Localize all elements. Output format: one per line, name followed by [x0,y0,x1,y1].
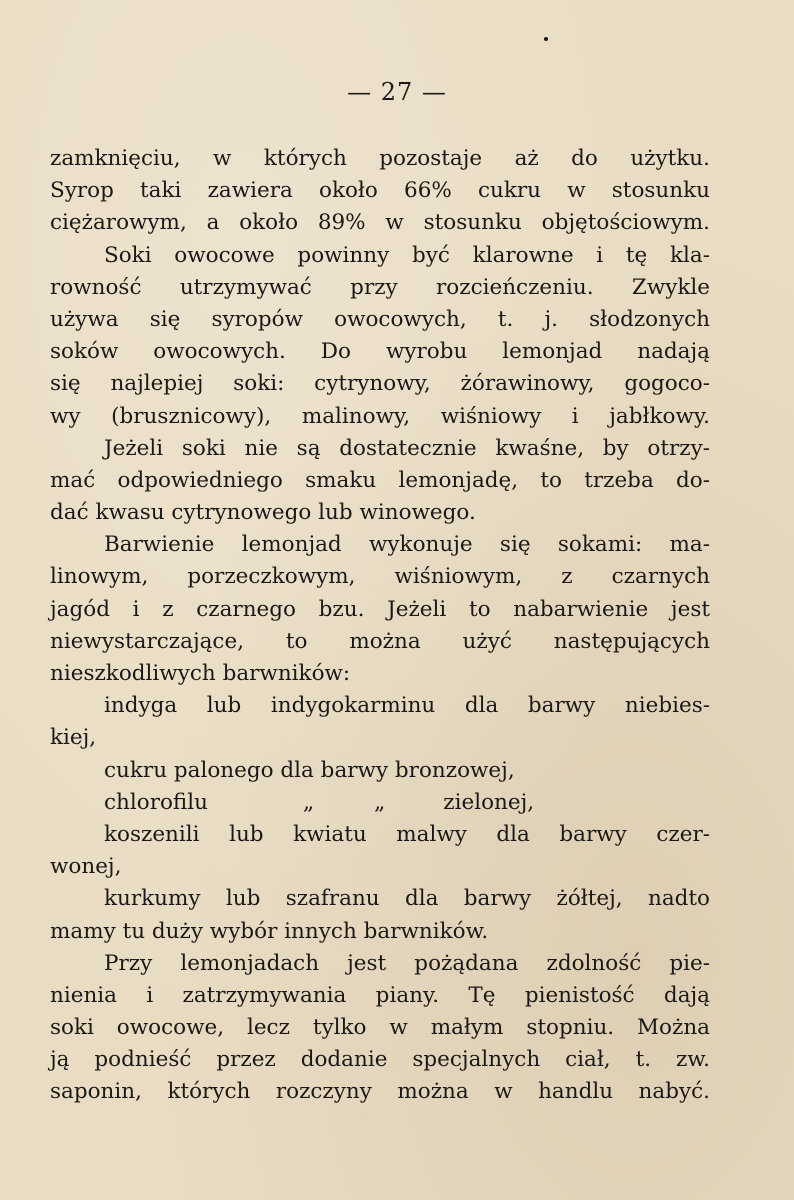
text-line: wy (brusznicowy), malinowy, wiśniowy i jabłkowy. [50,403,710,429]
list-item-label: chlorofilu [104,789,208,815]
text-line: ciężarowym, a około 89% w stosunku objętościowym. [50,210,710,236]
list-item: kurkumy lub szafranu dla barwy żółtej, nadto [104,886,710,912]
text-line: ją podnieść przez dodanie specjalnych ciał, t. zw. [50,1047,710,1073]
text-line: używa się syropów owocowych, t. j. słodzonych [50,306,710,332]
text-line: nienia i zatrzymywania piany. Tę pienistość dają [50,982,710,1008]
list-item: indyga lub indygokarminu dla barwy niebies- [104,693,710,719]
text-line: wonej, [50,854,122,880]
list-item: cukru palonego dla barwy bronzowej, [104,757,515,783]
body-text [50,143,710,1109]
ditto-mark: „ [303,789,315,815]
text-line: linowym, porzeczkowym, wiśniowym, z czarnych [50,564,710,590]
print-speck [544,37,548,41]
text-line: zamknięciu, w których pozostaje aż do użytku. [50,146,710,171]
text-line: saponin, których rozczyny można w handlu nabyć. [50,1079,710,1105]
text-line: nieszkodliwych barwników: [50,661,351,686]
text-line: rowność utrzymywać przy rozcieńczeniu. Zwykle [50,274,710,300]
list-item [50,787,710,819]
list-item: koszenili lub kwiatu malwy dla barwy czer- [104,821,710,847]
text-line: dać kwasu cytrynowego lub winowego. [50,500,476,526]
text-line: mać odpowiedniego smaku lemonjadę, to trzeba do- [50,467,710,493]
text-line: się najlepiej soki: cytrynowy, żórawinowy, gogoco- [50,371,710,397]
page-number: — 27 — [347,78,447,106]
text-line: niewystarczające, to można użyć następujących [50,628,710,654]
text-line: soki owocowe, lecz tylko w małym stopniu. Można [50,1015,710,1041]
text-line: jagód i z czarnego bzu. Jeżeli to nabarwienie jest [50,596,710,622]
ditto-mark: „ [374,789,386,815]
text-line: kiej, [50,725,97,751]
text-line: Barwienie lemonjad wykonuje się sokami: ma- [104,532,710,558]
list-item-color: zielonej, [443,789,535,815]
text-line: Syrop taki zawiera około 66% cukru w stosunku [50,178,710,204]
text-line: Soki owocowe powinny być klarowne i tę kla- [104,242,710,268]
text-line: Przy lemonjadach jest pożądana zdolność pie- [104,950,710,976]
text-line: Jeżeli soki nie są dostatecznie kwaśne, by otrzy- [104,435,710,461]
text-line: mamy tu duży wybór innych barwników. [50,918,489,944]
text-line: soków owocowych. Do wyrobu lemonjad nadają [50,339,710,365]
